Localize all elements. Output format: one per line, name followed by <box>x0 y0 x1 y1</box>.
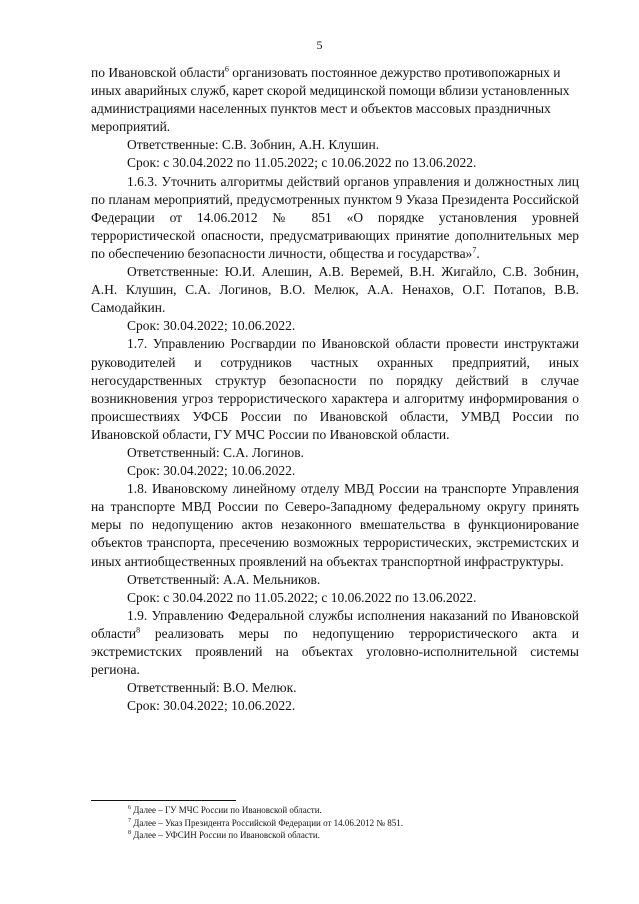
footnote-6: $^6$ Далее – ГУ МЧС России по Ивановской области. <box>128 805 322 815</box>
paragraph-responsible: Ответственный: В.О. Мелюк. <box>127 680 297 696</box>
footnote-7: $^7$ Далее – Указ Президента Российской Федерации от 14.06.2012 № 851. <box>128 817 403 828</box>
paragraph-item-1-8: 1.8. Ивановскому линейному отделу МВД России на транспорте Управления на транспорте МВД России по Северо-Западному федеральному округу принять меры по недопущению актов незаконного вмешательства в функционирование объектов транспорта, пресечению возможных террористических, экстремистских и иных антиобщественных проявлений на объектах транспортной инфраструктуры. <box>91 481 579 569</box>
paragraph-deadline: Срок: с 30.04.2022 по 11.05.2022; с 10.06.2022 по 13.06.2022. <box>127 155 477 171</box>
footnote-separator <box>91 800 236 801</box>
paragraph-deadline: Срок: 30.04.2022; 10.06.2022. <box>127 318 296 334</box>
paragraph-item-1-9: 1.9. Управлению Федеральной службы исполнения наказаний по Ивановской области$^8$ реализовать меры по недопущению террористического акта и экстремистских проявлений на объектах уголовно-исполнительной системы региона. <box>91 607 579 678</box>
footnote-ref-6: 6 <box>224 64 229 74</box>
document-body <box>91 64 579 715</box>
paragraph-continuation: по Ивановской области$^6$ организовать постоянное дежурство противопожарных и иных аварийных служб, карет скорой медицинской помощи вблизи установленных администрациями населенных пунктов мест и объектов массовых праздничных мероприятий. <box>91 64 570 135</box>
paragraph-responsible: Ответственный: А.А. Мельников. <box>127 571 321 587</box>
paragraph-responsible: Ответственный: С.А. Логинов. <box>127 444 304 460</box>
footnote-ref-8: 8 <box>136 625 141 635</box>
paragraph-deadline: Срок: 30.04.2022; 10.06.2022. <box>127 698 296 714</box>
paragraph-deadline: Срок: 30.04.2022; 10.06.2022. <box>127 463 296 479</box>
page-number: 5 <box>316 38 323 52</box>
paragraph-item-1-7: 1.7. Управлению Росгвардии по Ивановской области провести инструктажи руководителей и сотрудников частных охранных предприятий, иных негосударственных структур безопасности по порядку действий в случае возникновения угроз террористического характера и алгоритму информирования о происшествиях УФСБ России по Ивановской области, УМВД России по Ивановской области, ГУ МЧС России по Ивановской области. <box>91 336 579 442</box>
paragraph-responsible: Ответственные: С.В. Зобнин, А.Н. Клушин. <box>127 137 380 153</box>
footnote-8: $^8$ Далее – УФСИН России по Ивановской области. <box>128 830 320 840</box>
paragraph-responsible: Ответственные: Ю.И. Алешин, А.В. Веремей, В.Н. Жигайло, С.В. Зобнин, А.Н. Клушин, С.А. Логинов, В.О. Мелюк, А.А. Ненахов, О.Г. Потапов, В.В. Самодайкин. <box>91 264 579 316</box>
paragraph-item-1-6-3: 1.6.3. Уточнить алгоритмы действий органов управления и должностных лиц по планам мероприятий, предусмотренных пунктом 9 Указа Президента Российской Федерации от 14.06.2012 № 851 «О порядке установления уровней террористической опасности, предусматривающих принятие дополнительных мер по обеспечению безопасности личности, общества и государства»$^7$. <box>91 173 579 261</box>
footnote-ref-7: 7 <box>472 245 477 255</box>
footnotes <box>128 804 578 842</box>
paragraph-deadline: Срок: с 30.04.2022 по 11.05.2022; с 10.06.2022 по 13.06.2022. <box>127 589 477 605</box>
